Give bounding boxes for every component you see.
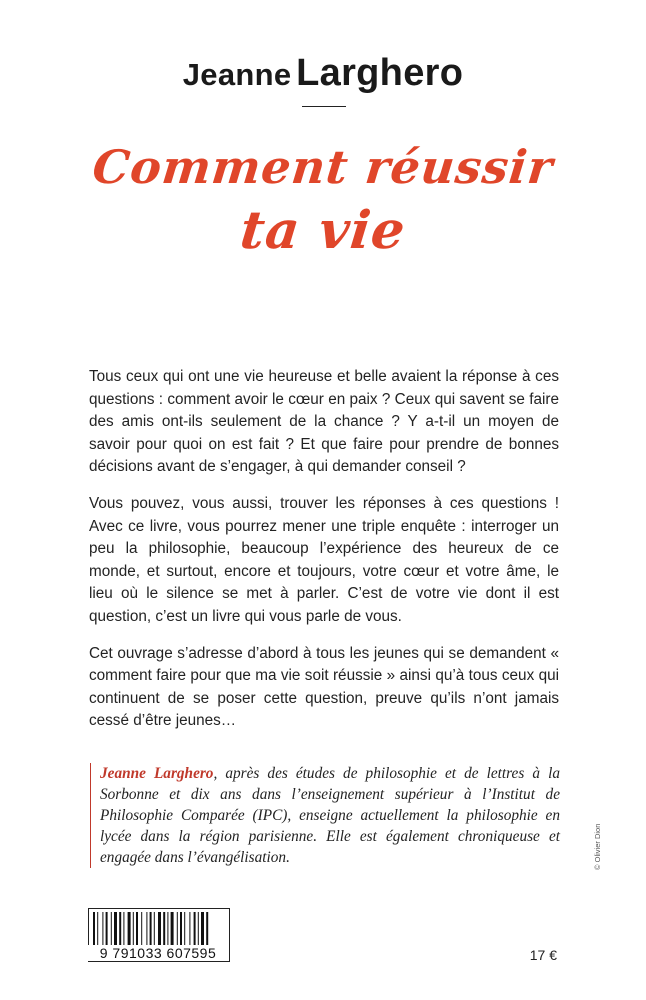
author-first-name: Jeanne <box>182 57 292 92</box>
photo-credit: © Olivier Dion <box>593 823 602 870</box>
blurb <box>89 366 559 747</box>
isbn-number: 9 791033 607595 <box>88 945 228 961</box>
bio-author-name: Jeanne Larghero <box>100 765 214 782</box>
price: 17 € <box>529 947 557 963</box>
author-last-name: Larghero <box>296 52 464 94</box>
blurb-paragraph-2: Vous pouvez, vous aussi, trouver les réponses à ces questions ! Avec ce livre, vous pourrez mener une triple enquête : interroger un peu la philosophie, beaucoup l’expérience des heureux de ce monde, et surtout, encore et toujours, votre cœur et votre âme, le lieu où le silence se met à parler. C’est de votre vie dont il est question, c’est un livre qui vous parle de vous. <box>89 494 559 625</box>
bio-text: , après des études de philosophie et de lettres à la Sorbonne et dix ans dans l’enseignement supérieur à l’Institut de Philosophie Comparée (IPC), enseigne actuellement la philosophie en lycée dans la région parisienne. Elle est également chroniqueuse et engagée dans l’évangélisation. <box>100 765 560 866</box>
blurb-paragraph-1: Tous ceux qui ont une vie heureuse et belle avaient la réponse à ces questions : comment avoir le cœur en paix ? Ceux qui savent se faire des amis ont-ils seulement de la chance ? Y a-t-il un moyen de savoir pour quoi on est fait ? Et que faire pour prendre de bonnes décisions avant de s’engager, à qui demander conseil ? <box>89 368 559 476</box>
author-bio <box>90 763 560 868</box>
book-title-line-2: ta vie <box>237 200 409 261</box>
title-divider <box>302 106 346 107</box>
book-title-line-1: Comment réussir <box>90 140 556 194</box>
barcode-bars-icon <box>89 909 229 945</box>
author-name <box>0 52 646 95</box>
blurb-paragraph-3: Cet ouvrage s’adresse d’abord à tous les jeunes qui se demandent « comment faire pour que ma vie soit réussie » ainsi qu’à tous ceux qui continuent de se poser cette question, preuve qu’ils n’ont jamais cessé d’être jeunes… <box>89 644 559 730</box>
